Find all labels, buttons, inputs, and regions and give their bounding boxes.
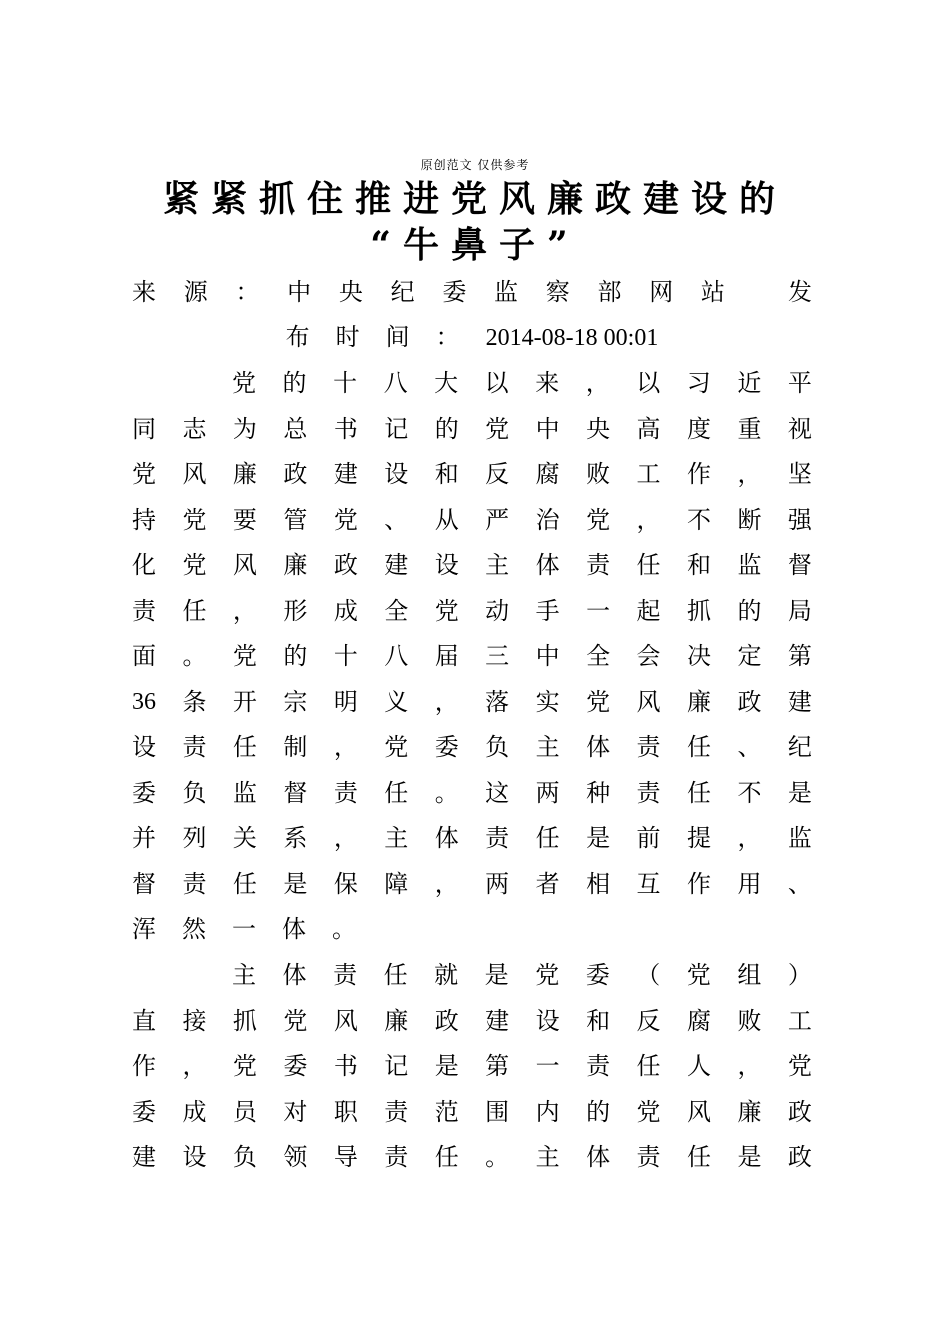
text-line: 督 责 任 是 保 障 ， 两 者 相 互 作 用 、 — [132, 869, 812, 898]
text-line: 主 体 责 任 就 是 党 委 （ 党 组 ） — [232, 961, 812, 989]
publish-time-label: 布时间： — [285, 323, 486, 351]
text-line: 委 负 监 督 责 任 。 这 两 种 责 任 不 是 — [132, 778, 812, 807]
paragraph-2 — [132, 953, 812, 1181]
publish-time-line — [132, 315, 812, 361]
text-line: 并 列 关 系 ， 主 体 责 任 是 前 提 ， 监 — [132, 824, 812, 852]
text-line: 设 责 任 制 ， 党 委 负 主 体 责 任 、 纪 — [132, 733, 812, 761]
text-line: 持 党 要 管 党 、 从 严 治 党 ， 不 断 强 — [132, 505, 812, 534]
publish-time-value: 2014-08-18 00:01 — [485, 325, 659, 351]
text-line: 36 条 开 宗 明 义 ， 落 实 党 风 廉 政 建 — [132, 687, 812, 716]
header-note: 原创范文 仅供参考 — [420, 158, 530, 172]
text-line: 建 设 负 领 导 责 任 。 主 体 责 任 是 政 — [132, 1143, 812, 1171]
text-line: 委 成 员 对 职 责 范 围 内 的 党 风 廉 政 — [132, 1097, 812, 1126]
text-line: 责 任 ， 形 成 全 党 动 手 一 起 抓 的 局 — [132, 596, 812, 625]
text-line: 党 风 廉 政 建 设 和 反 腐 败 工 作 ， 坚 — [132, 460, 812, 488]
text-line: 直 接 抓 党 风 廉 政 建 设 和 反 腐 败 工 — [132, 1006, 812, 1035]
text-line: 化 党 风 廉 政 建 设 主 体 责 任 和 监 督 — [132, 551, 812, 579]
source-text: 来 源 ： 中 央 纪 委 监 察 部 网 站 发 — [132, 278, 812, 306]
text-line: 浑 然 一 体 。 — [132, 915, 356, 943]
text-line: 同 志 为 总 书 记 的 党 中 央 高 度 重 视 — [132, 414, 812, 443]
text-line: 作 ， 党 委 书 记 是 第 一 责 任 人 ， 党 — [132, 1052, 812, 1080]
paragraph-1 — [132, 361, 812, 953]
title-line-1: 紧紧抓住推进党风廉政建设的 — [162, 178, 787, 220]
title-line-2: “牛鼻子” — [370, 224, 580, 266]
source-line — [132, 270, 812, 315]
text-line: 党 的 十 八 大 以 来 ， 以 习 近 平 — [232, 369, 812, 397]
text-line: 面 。 党 的 十 八 届 三 中 全 会 决 定 第 — [132, 642, 812, 670]
